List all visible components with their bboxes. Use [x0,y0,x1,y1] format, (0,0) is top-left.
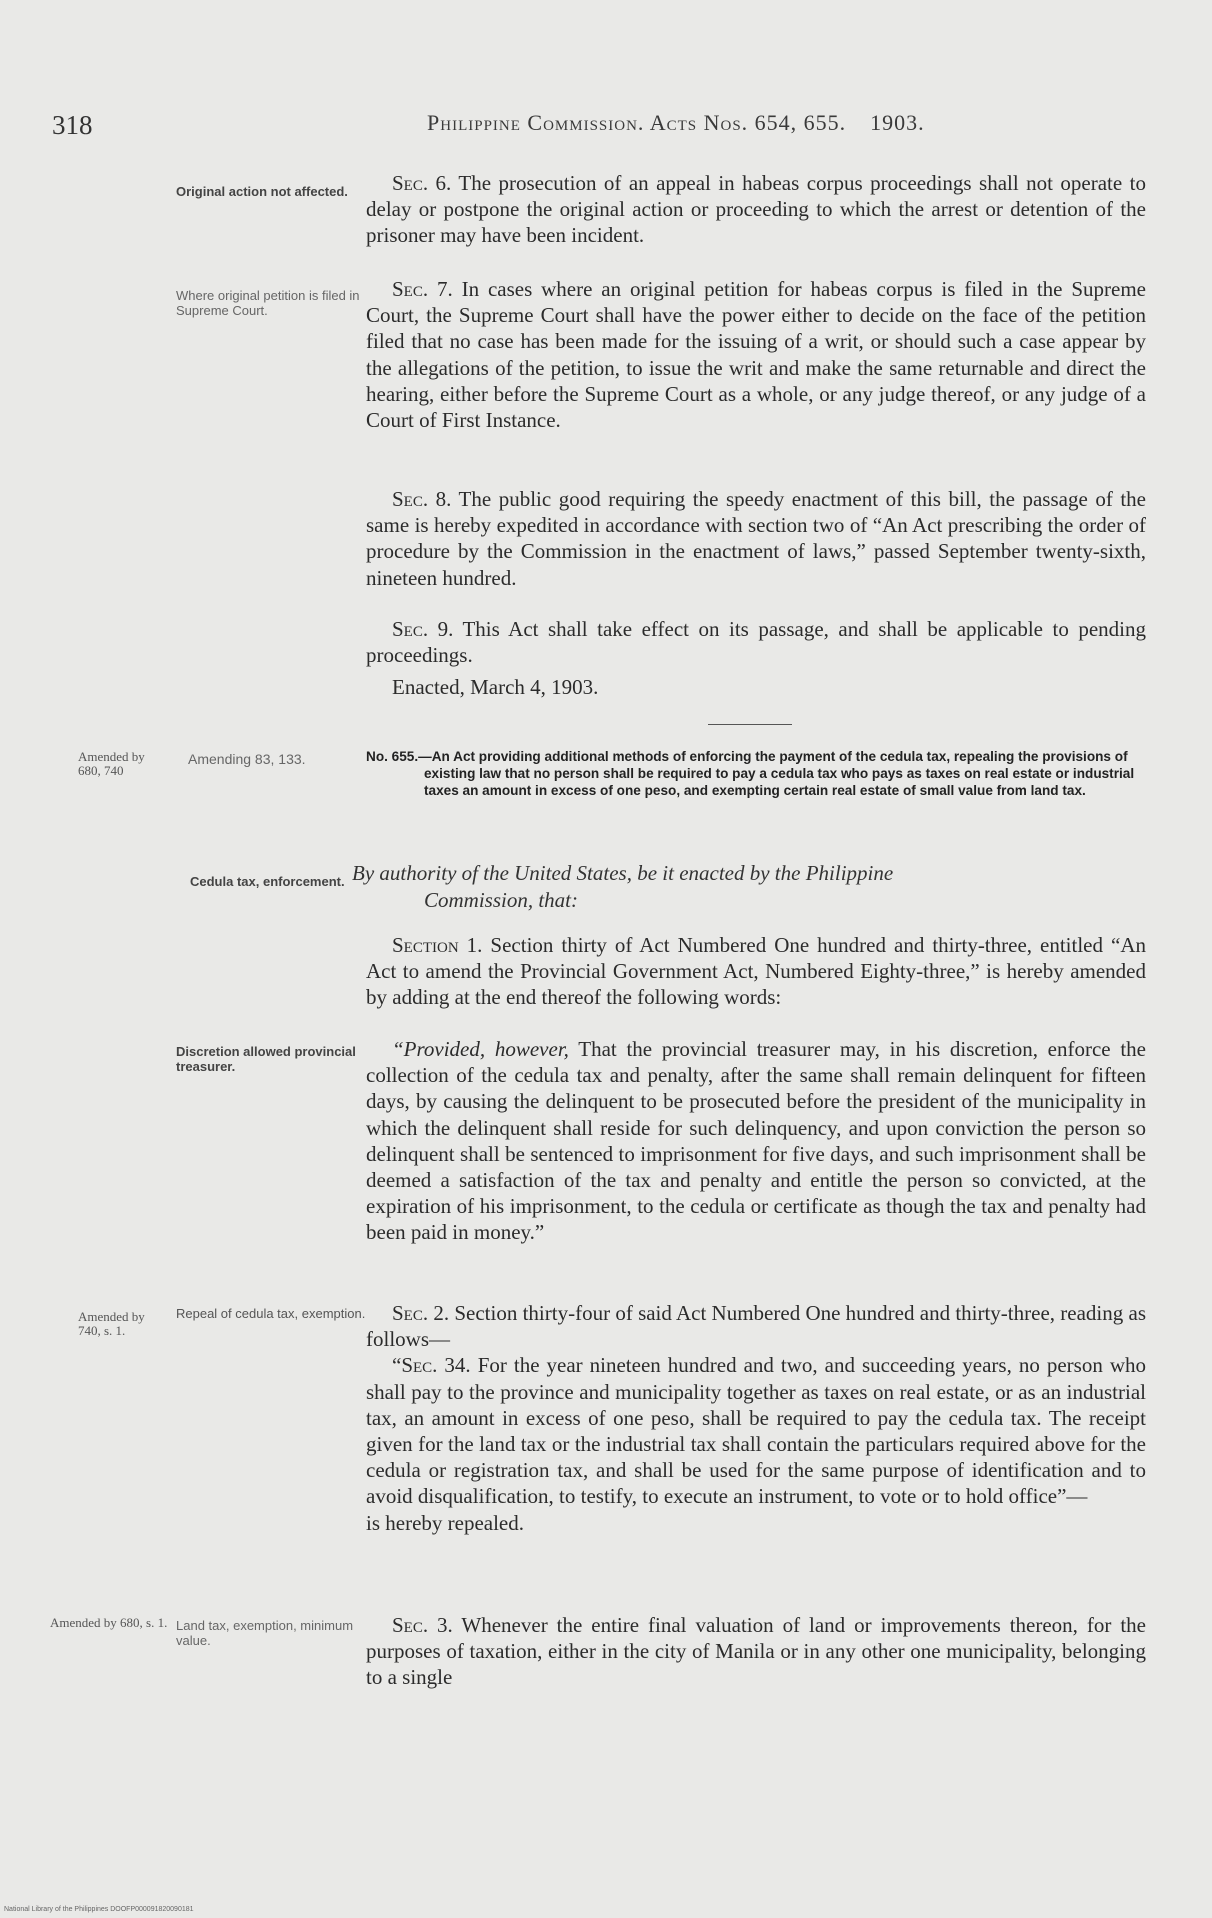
section-divider [708,724,792,725]
repealed-line: is hereby repealed. [366,1510,525,1535]
margin-note-sec7: Where original petition is filed in Supreme Court. [176,288,360,318]
section-9-text: This Act shall take effect on its passage, and shall be applicable to pending proceedings. [366,617,1146,668]
section-8-paragraph [366,486,1146,591]
proviso-italic: “Provided, however, [392,1037,569,1061]
section-7-label: Sec. 7. [392,277,453,301]
section-6-text: The prosecution of an appeal in habeas corpus proceedings shall not operate to delay or postpone the original action or proceeding to which the arrest or detention of the prisoner may have been incident. [366,171,1146,248]
section-9-paragraph [366,616,1146,668]
section-7 [366,276,1146,433]
act655-section-1 [366,932,1146,1011]
page-number: 318 [52,110,93,140]
margin-note-enforcement: Cedula tax, enforcement. [190,874,345,889]
enacted-date: Enacted, March 4, 1903. [392,675,599,700]
margin-amended-s3: Amended by 680, s. 1. [50,1615,168,1630]
act655-sec34-quote [366,1352,1146,1509]
section-7-paragraph [366,276,1146,433]
sec34-label: “Sec. 34. [392,1353,471,1378]
margin-amended-act655: Amended by 680, 740 [78,749,145,778]
act-655-title [366,748,1146,799]
section-8-text: The public good requiring the speedy enactment of this bill, the passage of the same is hereby expedited in accordance with section two of “An Act prescribing the order of procedure by the Commission in the enactment of laws,” passed September twenty-sixth, nineteen hundred. [366,487,1146,590]
margin-amended-s2: Amended by 740, s. 1. [78,1309,145,1338]
act655-section-3 [366,1612,1146,1691]
act655-section-3-text: Whenever the entire final valuation of land or improvements thereon, for the purposes of taxation, either in the city of Manila or in any other one municipality, belonging to a single [366,1613,1146,1690]
margin-amending-act655: Amending 83, 133. [188,751,306,767]
library-stamp: National Library of the Philippines DOOFP000091820090181 [4,1906,194,1913]
enacting-clause [352,860,1146,914]
running-head-title: Philippine Commission. Acts Nos. 654, 655. [427,110,847,135]
margin-note-sec6: Original action not affected. [176,184,348,199]
act655-section-2 [366,1300,1146,1536]
act655-section-1-label: Section 1. [392,933,483,957]
enacting-clause-line2: Commission, that: [424,888,579,912]
section-7-text: In cases where an original petition for habeas corpus is filed in the Supreme Court, the Supreme Court shall have the power either to decide on the face of the petition filed that no case has been made for the issuing of a writ, or should such a case appear by the allegations of the petition, to issue the writ and make the same returnable and direct the hearing, either before the Supreme Court as a whole, or any judge thereof, or any judge of a Court of First Instance. [366,277,1146,433]
enacting-clause-line1: By authority of the United States, be it enacted by the Philippine [352,861,894,885]
act-655-number: No. 655. [366,749,419,764]
act655-proviso [366,1036,1146,1246]
act655-section-2-paragraph [366,1300,1146,1352]
sec34-text: For the year nineteen hundred and two, and succeeding years, no person who shall pay to the province and municipality together as taxes on real estate, or as an industrial tax, an amount in excess of one peso, shall be required to pay the cedula tax. The receipt given for the land tax or the industrial tax shall contain the particulars required above for the cedula or registration tax, and shall be used for the same purpose of identification and to avoid disqualification, to testify, to execute an instrument, to vote or to hold office”— [366,1353,1146,1509]
section-8-label: Sec. 8. [392,487,452,511]
act655-section-3-paragraph [366,1612,1146,1691]
margin-note-discretion: Discretion allowed provincial treasurer. [176,1044,356,1074]
margin-note-s3: Land tax, exemption, minimum value. [176,1618,354,1648]
section-9-label: Sec. 9. [392,617,454,641]
section-9 [366,616,1146,701]
margin-note-s2: Repeal of cedula tax, exemption. [176,1306,366,1321]
act-655-title-text: —An Act providing additional methods of enforcing the payment of the cedula tax, repealing the provisions of existing law that no person shall be required to pay a cedula tax who pays as taxes on real estate or industrial taxes an amount in excess of one peso, and exempting certain real estate of small value from land tax. [418,749,1135,798]
section-8 [366,486,1146,591]
act655-section-2-text: Section thirty-four of said Act Numbered One hundred and thirty-three, reading as follows— [366,1301,1146,1352]
section-6-label: Sec. 6. [392,171,452,195]
section-6 [366,170,1146,249]
proviso-text: That the provincial treasurer may, in his discretion, enforce the collection of the cedula tax and penalty, after the same shall remain delinquent for fifteen days, by causing the delinquent to be prosecuted before the president of the municipality in which the delinquent shall reside for such delinquency, and upon conviction the person so delinquent shall be sentenced to imprisonment for five days, and such imprisonment shall be deemed a satisfaction of the tax and penalty and entitle the person so convicted, at the expiration of his imprisonment, to the cedula or certificate as though the tax and penalty had been paid in money.” [366,1037,1146,1245]
page-header [52,110,1152,146]
running-head [427,110,925,136]
running-head-year: 1903. [870,110,925,135]
act655-section-1-text: Section thirty of Act Numbered One hundred and thirty-three, entitled “An Act to amend the Provincial Government Act, Numbered Eighty-three,” is hereby amended by adding at the end thereof the following words: [366,933,1146,1010]
section-6-paragraph [366,170,1146,249]
act655-proviso-paragraph [366,1036,1146,1246]
act655-section-3-label: Sec. 3. [392,1613,453,1637]
act655-section-2-label: Sec. 2. [392,1301,450,1325]
act655-section-1-paragraph [366,932,1146,1011]
